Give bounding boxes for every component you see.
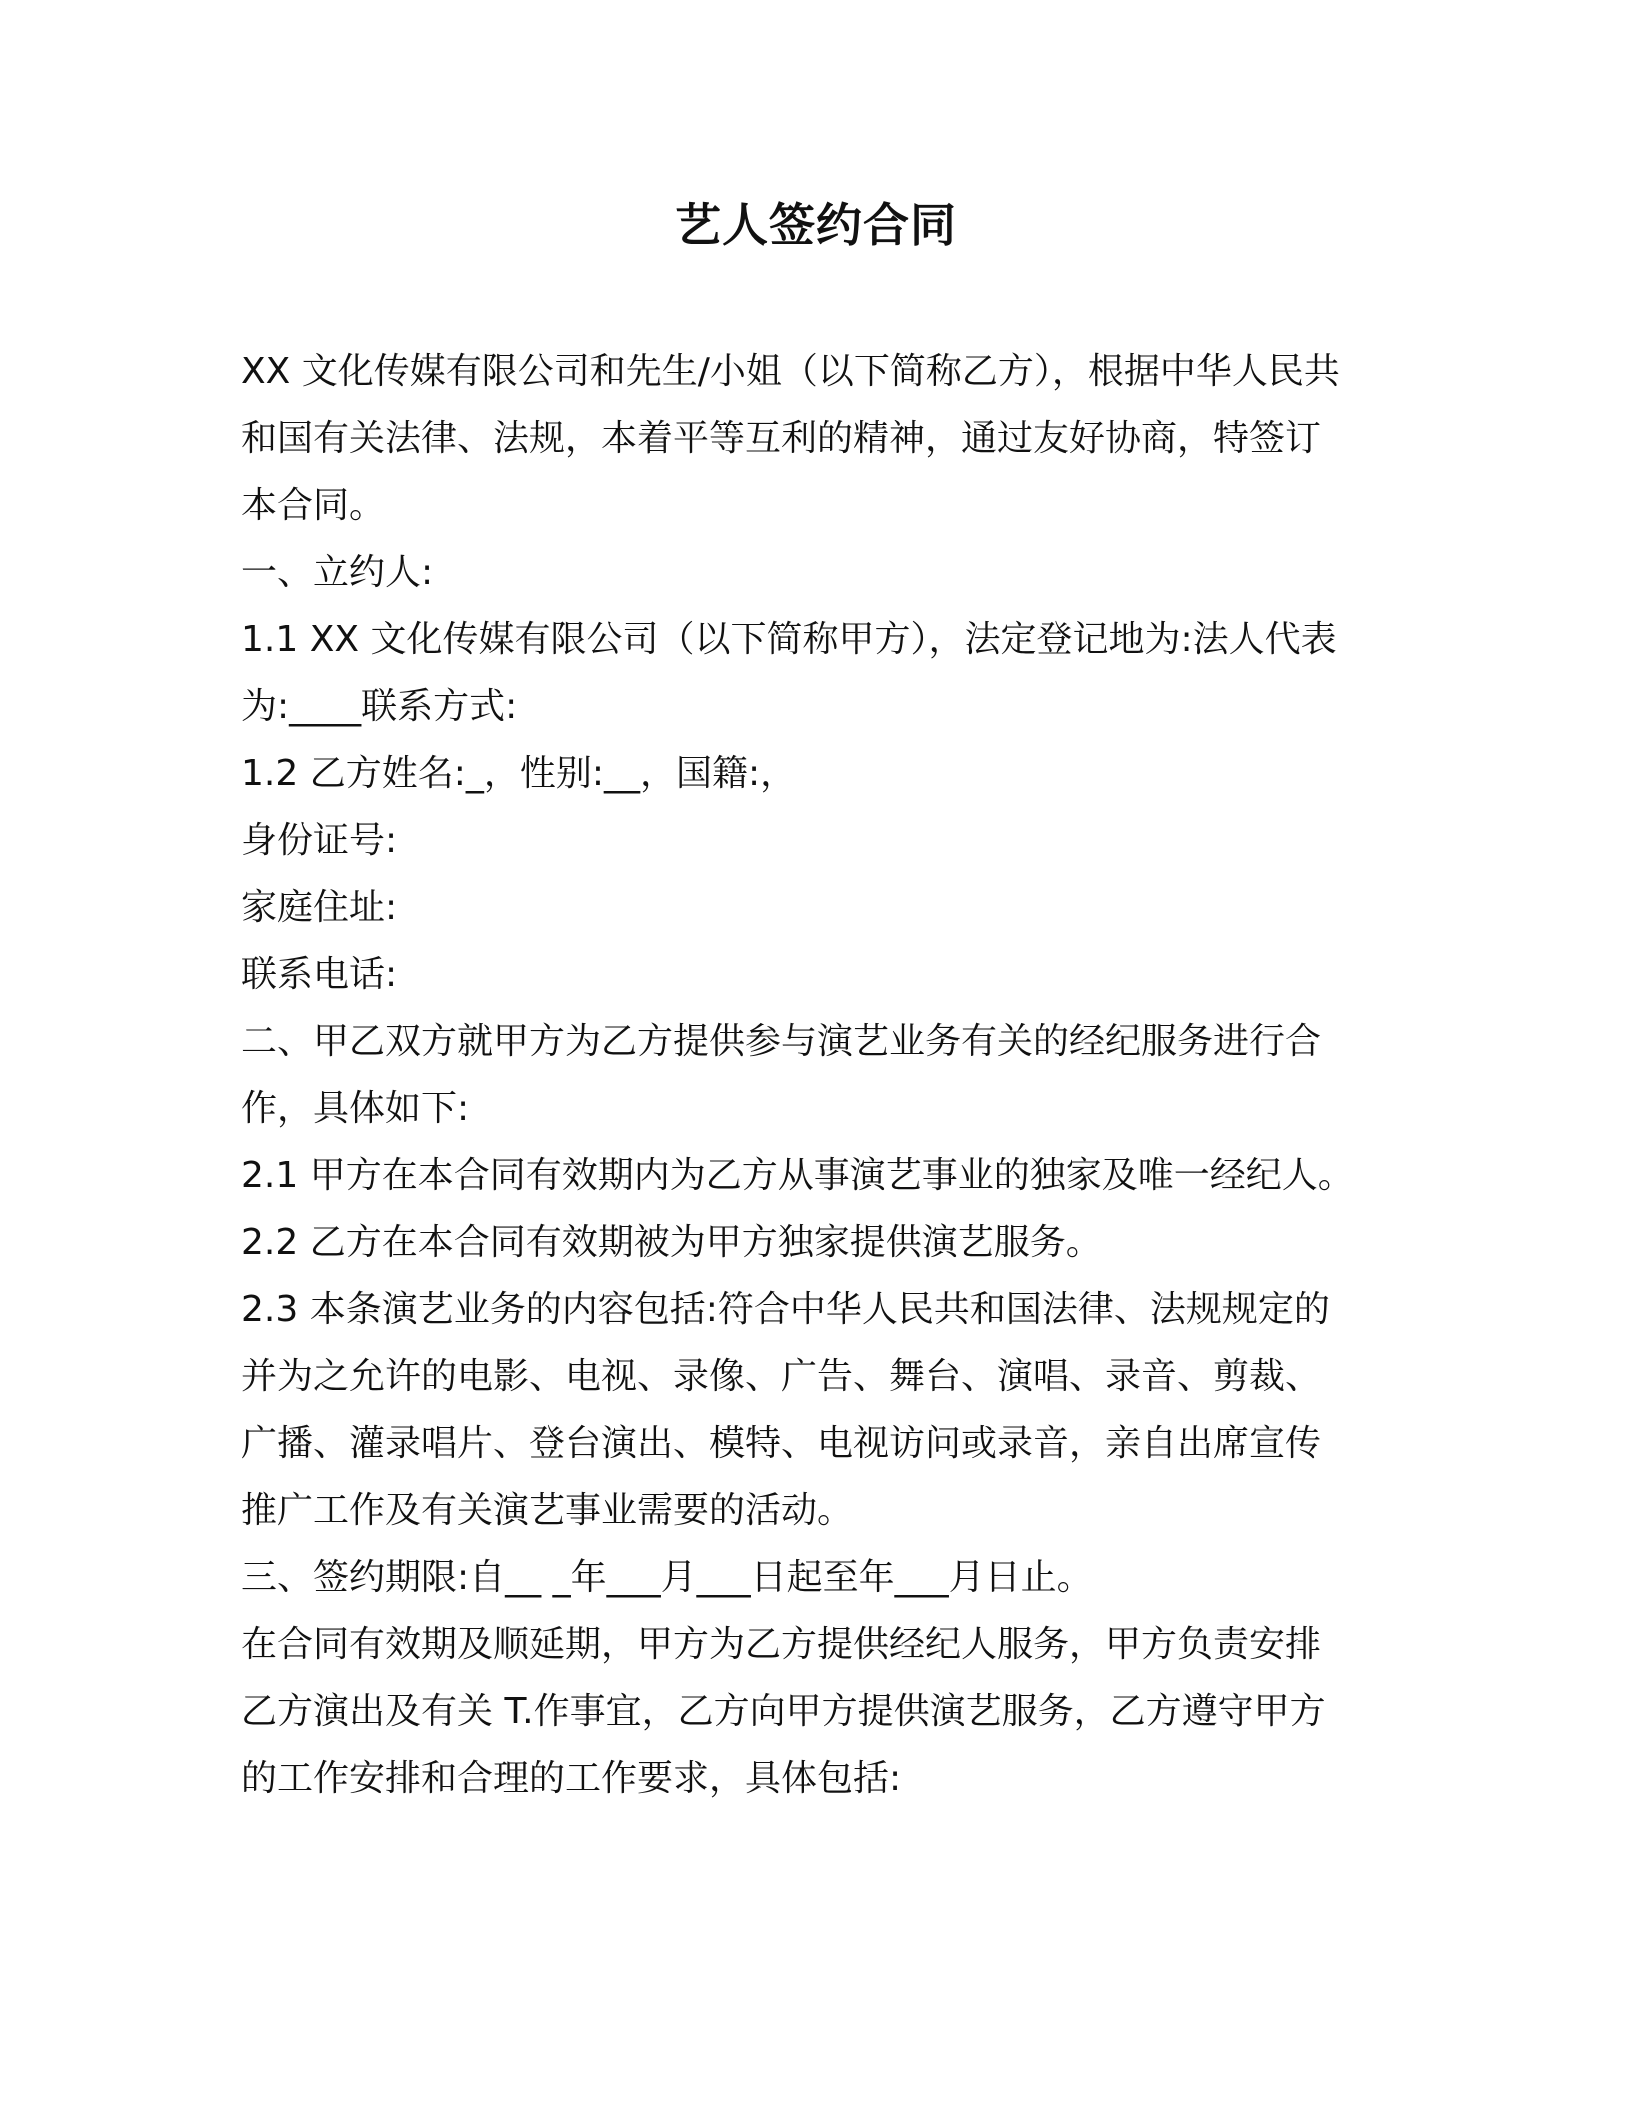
text-line: 1.1 XX 文化传媒有限公司（以下简称甲方），法定登记地为:法人代表 <box>241 619 1337 660</box>
contract-body <box>241 338 1381 1812</box>
text-line: 为:____联系方式: <box>241 686 518 727</box>
text-line: 身份证号: <box>241 820 398 861</box>
text-line: 推广工作及有关演艺事业需要的活动。 <box>241 1490 854 1531</box>
section-heading: 一、立约人: <box>241 552 434 593</box>
text-line: XX 文化传媒有限公司和先生/小姐（以下简称乙方），根据中华人民共 <box>241 351 1340 392</box>
text-line: 2.3 本条演艺业务的内容包括:符合中华人民共和国法律、法规规定的 <box>241 1289 1330 1330</box>
text-line: 的工作安排和合理的工作要求，具体包括: <box>241 1758 902 1799</box>
text-line: 2.2 乙方在本合同有效期被为甲方独家提供演艺服务。 <box>241 1222 1102 1263</box>
text-line: 在合同有效期及顺延期，甲方为乙方提供经纪人服务，甲方负责安排 <box>241 1624 1322 1665</box>
text-line: 1.2 乙方姓名:_，性别:__，国籍:， <box>241 753 797 794</box>
text-line: 并为之允许的电影、电视、录像、广告、舞台、演唱、录音、剪裁、 <box>241 1356 1322 1397</box>
text-line: 广播、灌录唱片、登台演出、模特、电视访问或录音，亲自出席宣传 <box>241 1423 1322 1464</box>
section-heading: 二、甲乙双方就甲方为乙方提供参与演艺业务有关的经纪服务进行合 <box>241 1021 1322 1062</box>
section-heading: 三、签约期限:自__ _年___月___日起至年___月日止。 <box>241 1557 1093 1598</box>
text-line: 家庭住址: <box>241 887 398 928</box>
text-line: 2.1 甲方在本合同有效期内为乙方从事演艺事业的独家及唯一经纪人。 <box>241 1155 1354 1196</box>
text-line: 作，具体如下: <box>241 1088 470 1129</box>
text-line: 联系电话: <box>241 954 398 995</box>
text-line: 本合同。 <box>241 485 386 526</box>
text-line: 和国有关法律、法规，本着平等互利的精神，通过友好协商，特签订 <box>241 418 1322 459</box>
text-line: 乙方演出及有关 T.作事宜，乙方向甲方提供演艺服务，乙方遵守甲方 <box>241 1691 1326 1732</box>
document-title: 艺人签约合同 <box>675 198 957 252</box>
